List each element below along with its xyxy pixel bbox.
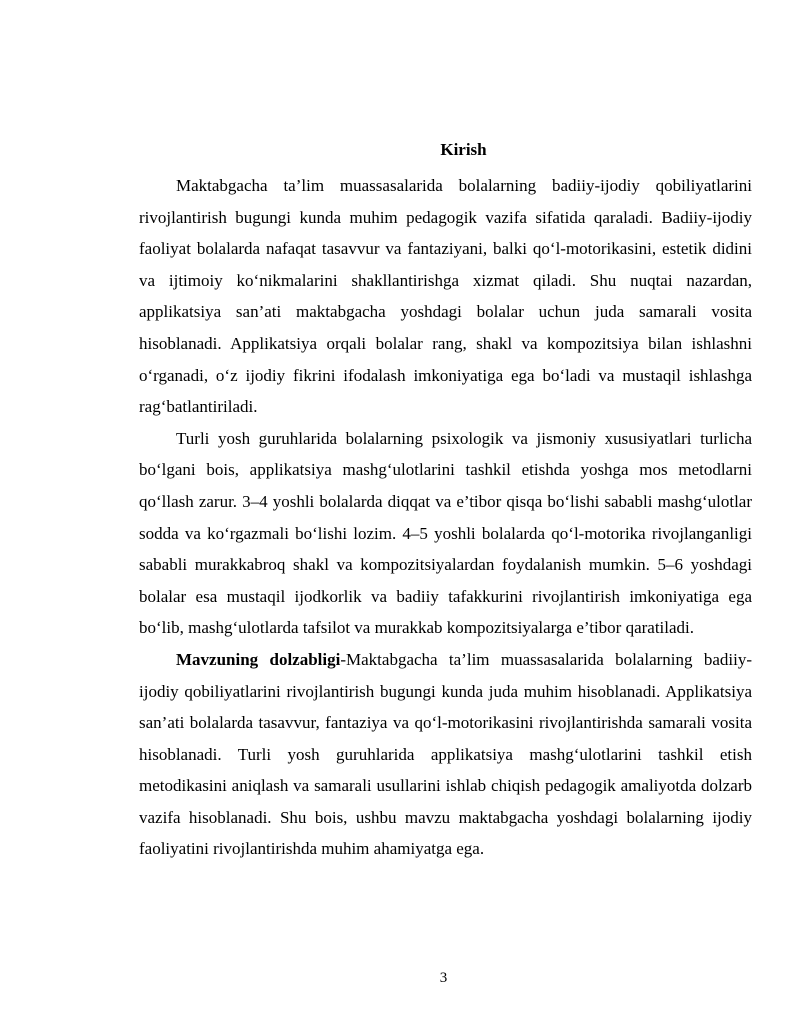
document-page	[139, 140, 752, 865]
page-number: 3	[439, 970, 448, 986]
paragraph-text: Turli yosh guruhlarida bolalarning psixologik va jismoniy xususiyatlari turlicha bo‘lgani bois, applikatsiya mashg‘ulotlarini tashkil etishda yoshga mos metodlarni qo‘llash zarur. 3–4 yoshli bolalarda diqqat va e’tibor qisqa bo‘lishi sababli mashg‘ulotlar sodda va ko‘rgazmali bo‘lishi lozim. 4–5 yoshli bolalarda qo‘l-motorika rivojlanganligi sababli murakkabroq shakl va kompozitsiyalardan foydalanish mumkin. 5–6 yoshdagi bolalar esa mustaqil ijodkorlik va badiiy tafakkurini rivojlantirish imkoniyatiga ega bo‘lib, mashg‘ulotlarda tafsilot va murakkab kompozitsiyalarga e’tibor qaratiladi.	[139, 428, 752, 638]
section-title: Kirish	[440, 140, 487, 159]
paragraph-lead: Mavzuning dolzabligi	[176, 649, 341, 669]
paragraph-relevance	[139, 644, 752, 865]
paragraph-text: -Maktabgacha ta’lim muassasalarida bolalarning badiiy-ijodiy qobiliyatlarini rivojlantirish bugungi kunda juda muhim hisoblanadi. Applikatsiya san’ati bolalarda tasavvur, fantaziya va qo‘l-motorikasini rivojlantirishda samarali vosita hisoblanadi. Turli yosh guruhlarida applikatsiya mashg‘ulotlarini tashkil etish metodikasini aniqlash va samarali usullarini ishlab chiqish pedagogik amaliyotda dolzarb vazifa hisoblanadi. Shu bois, ushbu mavzu maktabgacha yoshdagi bolalarning ijodiy faoliyatini rivojlantirishda muhim ahamiyatga ega.	[139, 649, 752, 859]
paragraph-intro	[139, 170, 752, 423]
paragraph-age-groups	[139, 423, 752, 644]
paragraph-text: Maktabgacha ta’lim muassasalarida bolalarning badiiy-ijodiy qobiliyatlarini rivojlantirish bugungi kunda muhim pedagogik vazifa sifatida qaraladi. Badiiy-ijodiy faoliyat bolalarda nafaqat tasavvur va fantaziyani, balki qo‘l-motorikasini, estetik didini va ijtimoiy ko‘nikmalarini shakllantirishga xizmat qiladi. Shu nuqtai nazardan, applikatsiya san’ati maktabgacha yoshdagi bolalar uchun juda samarali vosita hisoblanadi. Applikatsiya orqali bolalar rang, shakl va kompozitsiya bilan ishlashni o‘rganadi, o‘z ijodiy fikrini ifodalash imkoniyatiga ega bo‘ladi va mustaqil ishlashga rag‘batlantiriladi.	[139, 176, 752, 417]
